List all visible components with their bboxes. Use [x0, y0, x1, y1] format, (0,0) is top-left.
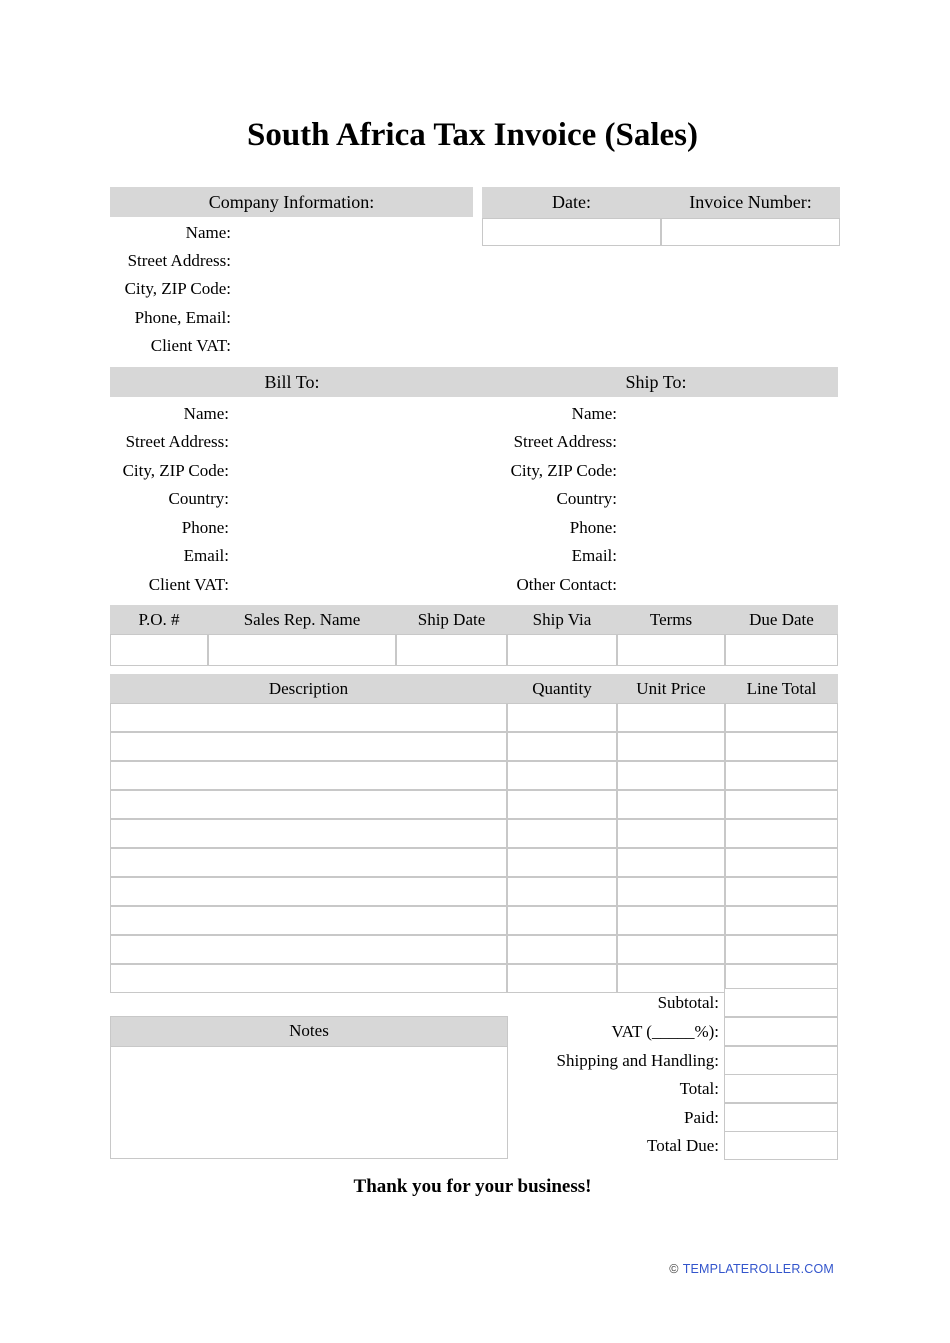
item-cell-unit-price[interactable] — [617, 732, 725, 761]
totals-label-paid: Paid: — [684, 1108, 719, 1127]
order-input-sales-rep-name[interactable] — [208, 634, 396, 666]
item-cell-quantity[interactable] — [507, 906, 617, 935]
item-cell-line-total[interactable] — [725, 848, 838, 877]
item-cell-description[interactable] — [110, 732, 507, 761]
company-label-name: Name: — [185, 223, 231, 242]
page-title: South Africa Tax Invoice (Sales) — [246, 117, 699, 153]
item-cell-quantity[interactable] — [507, 848, 617, 877]
order-header-ship-date: Ship Date — [396, 605, 507, 634]
invoice-number-heading: Invoice Number: — [661, 187, 840, 218]
company-label-client-vat: Client VAT: — [150, 336, 231, 355]
item-cell-description[interactable] — [110, 761, 507, 790]
item-cell-description[interactable] — [110, 703, 507, 732]
item-cell-quantity[interactable] — [507, 703, 617, 732]
totals-input-total-due[interactable] — [724, 1131, 838, 1160]
company-label-phone-email: Phone, Email: — [134, 308, 231, 327]
item-cell-unit-price[interactable] — [617, 877, 725, 906]
totals-input-vat[interactable] — [724, 1017, 838, 1046]
ship-to-value-email[interactable] — [622, 545, 838, 567]
item-cell-description[interactable] — [110, 964, 507, 993]
order-header-due-date: Due Date — [725, 605, 838, 634]
ship-to-label-country: Country: — [556, 489, 617, 508]
item-cell-description[interactable] — [110, 906, 507, 935]
ship-to-label-other-contact: Other Contact: — [516, 575, 617, 594]
ship-to-value-name[interactable] — [622, 403, 838, 425]
ship-to-value-phone[interactable] — [622, 517, 838, 539]
item-cell-line-total[interactable] — [725, 819, 838, 848]
ship-to-heading: Ship To: — [625, 372, 687, 392]
item-cell-line-total[interactable] — [725, 906, 838, 935]
thank-you-message: Thank you for your business! — [353, 1176, 592, 1197]
item-cell-unit-price[interactable] — [617, 761, 725, 790]
item-cell-unit-price[interactable] — [617, 906, 725, 935]
item-cell-line-total[interactable] — [725, 935, 838, 964]
order-input-po-number[interactable] — [110, 634, 208, 666]
ship-to-label-city-zip: City, ZIP Code: — [510, 461, 617, 480]
item-cell-unit-price[interactable] — [617, 790, 725, 819]
items-header-unit-price: Unit Price — [617, 674, 725, 703]
ship-to-value-other-contact[interactable] — [622, 574, 838, 596]
order-input-terms[interactable] — [617, 634, 725, 666]
totals-label-subtotal: Subtotal: — [657, 993, 719, 1012]
bill-to-label-phone: Phone: — [181, 518, 229, 537]
totals-input-paid[interactable] — [724, 1103, 838, 1132]
bill-to-label-email: Email: — [183, 546, 229, 565]
item-cell-quantity[interactable] — [507, 761, 617, 790]
item-cell-quantity[interactable] — [507, 732, 617, 761]
item-cell-quantity[interactable] — [507, 790, 617, 819]
order-header-ship-via: Ship Via — [507, 605, 617, 634]
item-cell-line-total[interactable] — [725, 790, 838, 819]
item-cell-description[interactable] — [110, 819, 507, 848]
order-input-ship-date[interactable] — [396, 634, 507, 666]
order-header-po-number: P.O. # — [110, 605, 208, 634]
notes-input[interactable] — [110, 1046, 508, 1159]
bill-to-heading: Bill To: — [264, 372, 320, 392]
bill-to-label-city-zip: City, ZIP Code: — [122, 461, 229, 480]
order-input-ship-via[interactable] — [507, 634, 617, 666]
ship-to-label-email: Email: — [571, 546, 617, 565]
company-value-city-zip[interactable] — [236, 278, 472, 300]
item-cell-description[interactable] — [110, 790, 507, 819]
item-cell-line-total[interactable] — [725, 877, 838, 906]
totals-label-vat: VAT (_____%): — [611, 1022, 719, 1041]
company-value-street-address[interactable] — [236, 250, 472, 272]
bill-to-label-client-vat: Client VAT: — [148, 575, 229, 594]
bill-to-label-name: Name: — [183, 404, 229, 423]
company-label-street-address: Street Address: — [127, 251, 231, 270]
watermark-text: TEMPLATEROLLER.COM — [682, 1262, 834, 1276]
totals-input-total[interactable] — [724, 1074, 838, 1103]
invoice-number-input[interactable] — [661, 218, 840, 246]
totals-label-total: Total: — [679, 1079, 719, 1098]
company-information-heading: Company Information: — [110, 187, 473, 217]
order-header-sales-rep-name: Sales Rep. Name — [208, 605, 396, 634]
totals-input-shipping-and-handling[interactable] — [724, 1046, 838, 1075]
company-value-name[interactable] — [236, 222, 472, 244]
date-heading: Date: — [482, 187, 661, 218]
item-cell-description[interactable] — [110, 877, 507, 906]
totals-label-total-due: Total Due: — [647, 1136, 719, 1155]
item-cell-description[interactable] — [110, 848, 507, 877]
company-value-phone-email[interactable] — [236, 307, 472, 329]
company-value-client-vat[interactable] — [236, 335, 472, 357]
item-cell-line-total[interactable] — [725, 703, 838, 732]
ship-to-label-street-address: Street Address: — [513, 432, 617, 451]
item-cell-unit-price[interactable] — [617, 848, 725, 877]
templateroller-watermark — [0, 1262, 944, 1276]
bill-to-label-street-address: Street Address: — [125, 432, 229, 451]
totals-label-shipping-and-handling: Shipping and Handling: — [556, 1051, 719, 1070]
item-cell-unit-price[interactable] — [617, 819, 725, 848]
order-header-terms: Terms — [617, 605, 725, 634]
item-cell-line-total[interactable] — [725, 761, 838, 790]
copyright-icon: © — [669, 1262, 679, 1276]
item-cell-unit-price[interactable] — [617, 703, 725, 732]
item-cell-quantity[interactable] — [507, 935, 617, 964]
ship-to-value-country[interactable] — [622, 488, 838, 510]
order-input-due-date[interactable] — [725, 634, 838, 666]
item-cell-quantity[interactable] — [507, 877, 617, 906]
items-header-description: Description — [110, 674, 507, 703]
items-header-line-total: Line Total — [725, 674, 838, 703]
totals-input-subtotal[interactable] — [724, 988, 838, 1017]
ship-to-label-phone: Phone: — [569, 518, 617, 537]
item-cell-line-total[interactable] — [725, 732, 838, 761]
ship-to-label-name: Name: — [571, 404, 617, 423]
bill-to-label-country: Country: — [168, 489, 229, 508]
ship-to-value-city-zip[interactable] — [622, 460, 838, 482]
company-label-city-zip: City, ZIP Code: — [124, 279, 231, 298]
item-cell-description[interactable] — [110, 935, 507, 964]
ship-to-value-street-address[interactable] — [622, 431, 838, 453]
item-cell-unit-price[interactable] — [617, 935, 725, 964]
date-input[interactable] — [482, 218, 661, 246]
item-cell-quantity[interactable] — [507, 819, 617, 848]
items-header-quantity: Quantity — [507, 674, 617, 703]
notes-heading: Notes — [110, 1016, 508, 1046]
